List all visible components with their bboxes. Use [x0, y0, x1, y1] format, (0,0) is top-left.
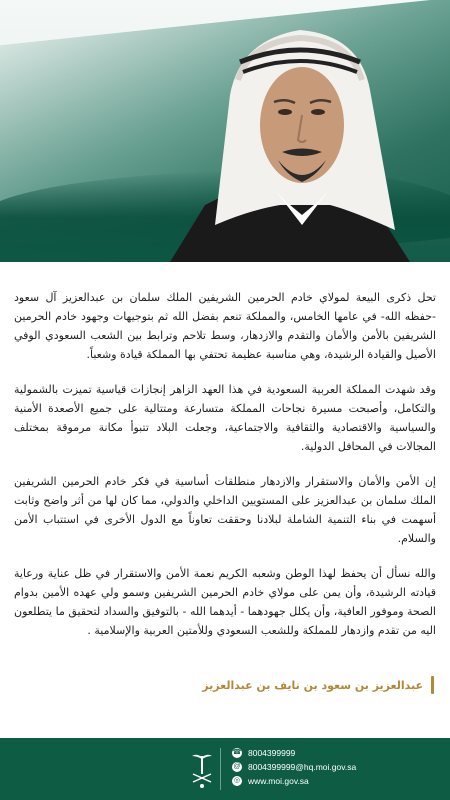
saudi-emblem-icon [190, 748, 214, 790]
globe-icon: ◎ [233, 777, 241, 784]
paragraph: وقد شهدت المملكة العربية السعودية في هذا العهد الزاهر إنجازات قياسية تميزت بالشمولية والتكامل، وأصبحت مسيرة نجاحات المملكة متسارعة ومتتالية على جميع الأصعدة الأمنية والسياسية والاقتصادية والثقافية والاجتماعية، وجعلت البلاد تتبوأ مكانة مرموقة بمختلف المجالات في المحافل الدولية. [14, 383, 436, 453]
phone-number[interactable]: 8004399999 [248, 748, 296, 758]
email-contact[interactable] [232, 760, 432, 774]
paragraph: إن الأمن والأمان والاستقرار والازدهار منطلقات أساسية في فكر خادم الحرمين الشريفين الملك سلمان بن عبدالعزيز على المستويين الداخلي والدولي، مما كان لها من أثر واضح وثابت أسهمت في بناء التنمية الشاملة لبلادنا وحققت تعاوناً مع الدول الأخرى في استتباب الأمن والسلام. [14, 475, 436, 545]
paragraph: والله نسأل أن يحفظ لهذا الوطن وشعبه الكريم نعمة الأمن والاستقرار في ظل عناية ورعاية قيادته الرشيدة، وأن يمن على مولاي خادم الحرمين الشريفين وسمو ولي عهده الأمين بدوام الصحة وموفور العافية، وأن يكلل جهودهما - أيدهما الله - بالتوفيق والسداد لتحقيق ما يتطلعون اليه من تقدم وازدهار للمملكة وللشعب السعودي وللأمتين العربية والإسلامية . [14, 567, 436, 637]
phone-icon: ☎ [232, 749, 242, 756]
footer-divider [220, 748, 221, 790]
signature [202, 676, 434, 694]
signature-bar [431, 676, 434, 694]
website-contact[interactable] [232, 774, 432, 788]
paragraph: تحل ذكرى البيعة لمولاي خادم الحرمين الشريفين الملك سلمان بن عبدالعزيز آل سعود -حفظه الله- في عامها الخامس، والمملكة تنعم بفضل الله ثم بتوجيهات وجهود خادم الحرمين الشريفين بالأمن والأمان والتقدم والازدهار، وسط تلاحم وترابط بين الشعب السعودي الوفي الأصيل والقيادة الرشيدة، وهي مناسبة عظيمة تحتفي بها المملكة قيادة وشعباً. [14, 291, 436, 361]
email-address[interactable]: 8004399999@hq.moi.gov.sa [248, 762, 357, 772]
contact-list [232, 746, 432, 788]
signature-name: عبدالعزيز بن سعود بن نايف بن عبدالعزيز [202, 678, 423, 692]
website-link[interactable]: www.moi.gov.sa [248, 776, 309, 786]
email-icon: @ [233, 763, 241, 770]
portrait-image [0, 0, 450, 262]
phone-contact[interactable] [232, 746, 432, 760]
footer-bar [0, 738, 450, 800]
hero-banner [0, 0, 450, 262]
message-body [14, 288, 436, 656]
